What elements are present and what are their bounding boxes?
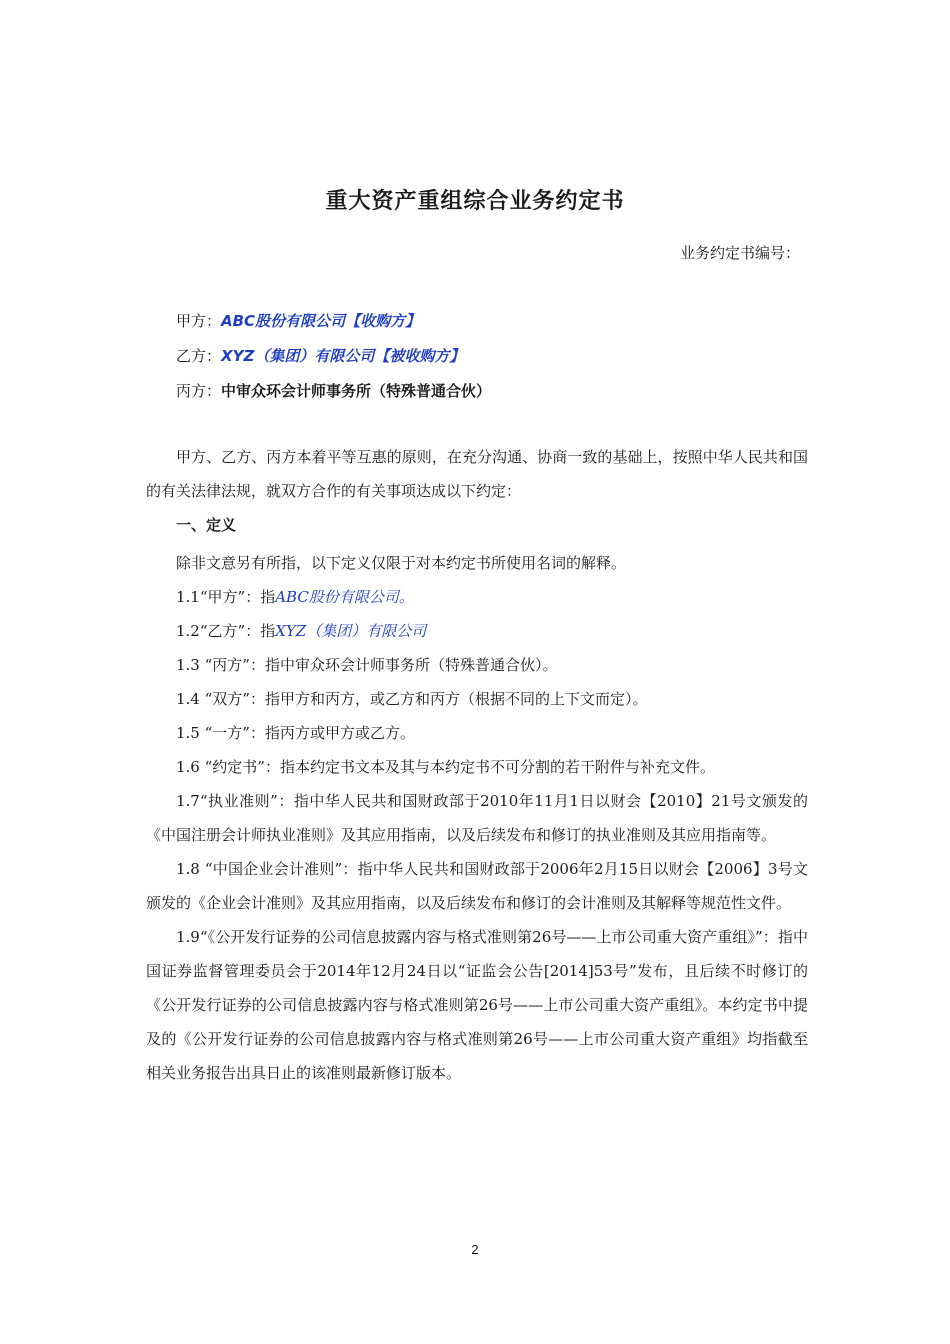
definition-1-6: 1.6 “约定书”：指本约定书文本及其与本约定书不可分割的若干附件与补充文件。 bbox=[176, 758, 715, 776]
definition-1-2 bbox=[146, 614, 808, 648]
definition-1-1 bbox=[146, 580, 808, 614]
intro-paragraph: 甲方、乙方、丙方本着平等互惠的原则，在充分沟通、协商一致的基础上，按照中华人民共和国的有关法律法规，就双方合作的有关事项达成以下约定： bbox=[146, 448, 808, 500]
document-title: 重大资产重组综合业务约定书 bbox=[325, 189, 625, 214]
party-c-label: 丙方： bbox=[176, 382, 222, 400]
definition-1-2-value: XYZ（集团）有限公司 bbox=[275, 622, 427, 640]
definition-1-4: 1.4 “双方”：指甲方和丙方，或乙方和丙方（根据不同的上下文而定）。 bbox=[176, 690, 648, 708]
party-c bbox=[176, 380, 491, 401]
definition-1-3: 1.3 “丙方”：指中审众环会计师事务所（特殊普通合伙）。 bbox=[176, 656, 558, 674]
definition-1-1-prefix: 1.1“甲方”：指 bbox=[176, 588, 276, 606]
party-b-label: 乙方： bbox=[176, 347, 222, 365]
document-body bbox=[146, 440, 808, 1090]
section-heading-definitions: 一、定义 bbox=[176, 516, 237, 534]
party-c-value: 中审众环会计师事务所（特殊普通合伙） bbox=[221, 382, 492, 400]
page-number: 2 bbox=[471, 1242, 479, 1257]
party-a-label: 甲方： bbox=[176, 312, 222, 330]
definition-1-1-value: ABC股份有限公司。 bbox=[275, 588, 414, 606]
definition-1-9: 1.9“《公开发行证券的公司信息披露内容与格式准则第26号——上市公司重大资产重组》”：指中国证券监督管理委员会于2014年12月24日以“证监会公告[2014]53号”发布，且后续不时修订的《公开发行证券的公司信息披露内容与格式准则第26号——上市公司重大资产重组》。本约定书中提及的《公开发行证券的公司信息披露内容与格式准则第26号——上市公司重大资产重组》均指截至相关业务报告出具日止的该准则最新修订版本。 bbox=[146, 928, 808, 1082]
definition-1-2-prefix: 1.2“乙方”：指 bbox=[176, 622, 276, 640]
section-intro: 除非文意另有所指，以下定义仅限于对本约定书所使用名词的解释。 bbox=[176, 554, 627, 572]
definition-1-8: 1.8 “中国企业会计准则”：指中华人民共和国财政部于2006年2月15日以财会【2006】3号文颁发的《企业会计准则》及其应用指南，以及后续发布和修订的会计准则及其解释等规范性文件。 bbox=[146, 860, 808, 912]
definition-1-5: 1.5 “一方”：指丙方或甲方或乙方。 bbox=[176, 724, 415, 742]
party-a bbox=[176, 310, 420, 331]
party-b bbox=[176, 345, 464, 366]
party-a-value: ABC股份有限公司【收购方】 bbox=[221, 312, 421, 330]
party-b-value: XYZ（集团）有限公司【被收购方】 bbox=[221, 347, 465, 365]
contract-number-label: 业务约定书编号： bbox=[679, 244, 800, 262]
definition-1-7: 1.7“执业准则”：指中华人民共和国财政部于2010年11月1日以财会【2010】21号文颁发的《中国注册会计师执业准则》及其应用指南，以及后续发布和修订的执业准则及其应用指南等。 bbox=[146, 792, 808, 844]
